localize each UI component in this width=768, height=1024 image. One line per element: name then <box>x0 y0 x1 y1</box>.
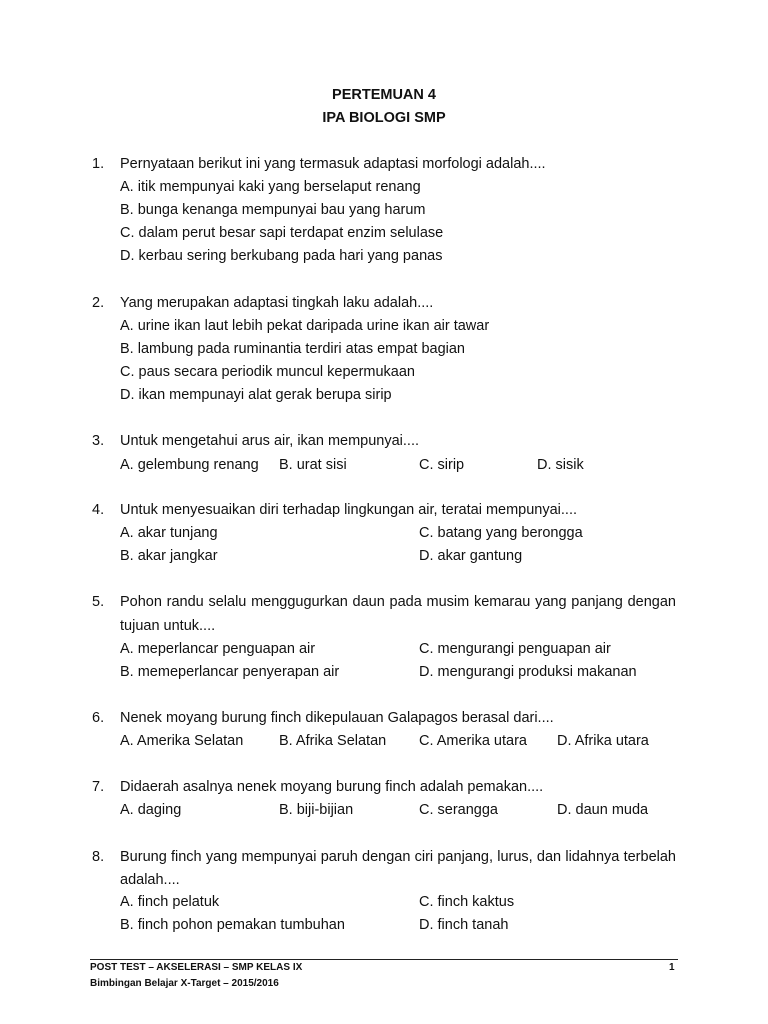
answer-option: C. Amerika utara <box>419 733 527 749</box>
answer-option: B. biji-bijian <box>279 802 354 818</box>
answer-option: A. urine ikan laut lebih pekat daripada urine ikan air tawar <box>120 318 490 334</box>
question-text: Untuk menyesuaikan diri terhadap lingkungan air, teratai mempunyai.... <box>120 502 578 518</box>
question-text: Untuk mengetahui arus air, ikan mempunyai.... <box>120 433 420 449</box>
answer-option: D. Afrika utara <box>557 733 649 749</box>
question-text: Nenek moyang burung finch dikepulauan Galapagos berasal dari.... <box>120 710 554 726</box>
answer-option: C. paus secara periodik muncul kepermukaan <box>120 364 415 380</box>
question-text-continued: adalah.... <box>120 872 180 888</box>
answer-option: A. gelembung renang <box>120 457 259 473</box>
answer-option: B. memeperlancar penyerapan air <box>120 664 340 680</box>
page-subtitle: IPA BIOLOGI SMP <box>322 110 446 126</box>
answer-option: D. sisik <box>537 457 584 473</box>
question-number: 2. <box>92 295 105 311</box>
answer-option: B. akar jangkar <box>120 548 218 564</box>
question-number: 1. <box>92 156 105 172</box>
answer-option: B. urat sisi <box>279 457 347 473</box>
answer-option: B. finch pohon pemakan tumbuhan <box>120 917 345 933</box>
answer-option: A. Amerika Selatan <box>120 733 244 749</box>
answer-option: C. sirip <box>419 457 465 473</box>
answer-option: A. finch pelatuk <box>120 894 220 910</box>
footer-divider <box>90 959 678 960</box>
question-number: 4. <box>92 502 105 518</box>
question-number: 3. <box>92 433 105 449</box>
question-number: 6. <box>92 710 105 726</box>
answer-option: D. kerbau sering berkubang pada hari yang panas <box>120 248 443 264</box>
answer-option: B. bunga kenanga mempunyai bau yang harum <box>120 202 426 218</box>
answer-option: D. ikan mempunayi alat gerak berupa sirip <box>120 387 392 403</box>
answer-option: C. mengurangi penguapan air <box>419 641 611 657</box>
answer-option: A. itik mempunyai kaki yang berselaput renang <box>120 179 421 195</box>
answer-option: A. daging <box>120 802 182 818</box>
answer-option: B. lambung pada ruminantia terdiri atas empat bagian <box>120 341 465 357</box>
question-number: 5. <box>92 594 105 610</box>
question-text: Yang merupakan adaptasi tingkah laku adalah.... <box>120 295 434 311</box>
footer-institution: Bimbingan Belajar X-Target – 2015/2016 <box>90 978 279 989</box>
question-number: 7. <box>92 779 105 795</box>
question-number: 8. <box>92 849 105 865</box>
question-text: Didaerah asalnya nenek moyang burung finch adalah pemakan.... <box>120 779 544 795</box>
answer-option: D. daun muda <box>557 802 649 818</box>
answer-option: C. finch kaktus <box>419 894 515 910</box>
answer-option: B. Afrika Selatan <box>279 733 387 749</box>
question-text: Pohon randu selalu menggugurkan daun pada musim kemarau yang panjang dengan <box>120 594 676 610</box>
page-title: PERTEMUAN 4 <box>332 87 436 103</box>
answer-option: D. mengurangi produksi makanan <box>419 664 637 680</box>
question-text-continued: tujuan untuk.... <box>120 618 216 634</box>
footer-course: POST TEST – AKSELERASI – SMP KELAS IX <box>90 962 303 973</box>
answer-option: C. serangga <box>419 802 498 818</box>
question-text: Pernyataan berikut ini yang termasuk adaptasi morfologi adalah.... <box>120 156 546 172</box>
question-text: Burung finch yang mempunyai paruh dengan ciri panjang, lurus, dan lidahnya terbelah <box>120 849 676 865</box>
answer-option: D. akar gantung <box>419 548 523 564</box>
answer-option: C. dalam perut besar sapi terdapat enzim selulase <box>120 225 444 241</box>
answer-option: D. finch tanah <box>419 917 509 933</box>
answer-option: C. batang yang berongga <box>419 525 583 541</box>
answer-option: A. meperlancar penguapan air <box>120 641 316 657</box>
page-number: 1 <box>669 962 675 973</box>
answer-option: A. akar tunjang <box>120 525 218 541</box>
